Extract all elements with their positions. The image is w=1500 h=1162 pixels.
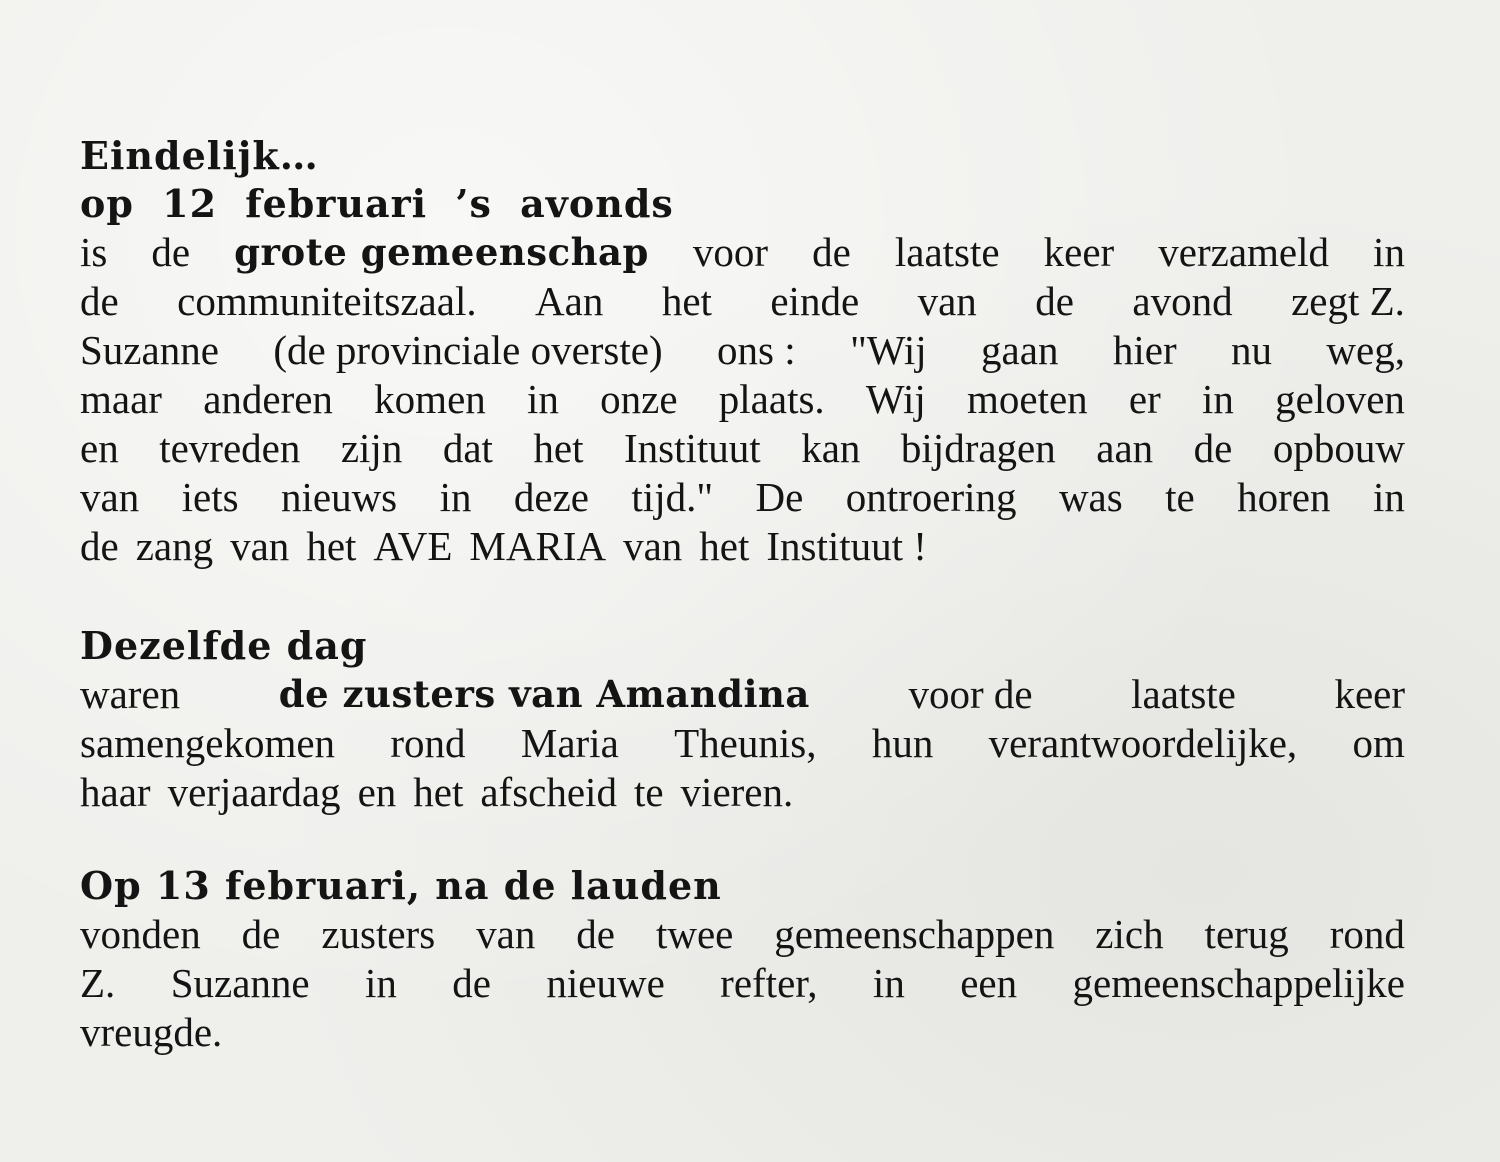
word: haar <box>80 769 151 815</box>
word: waren <box>80 671 181 717</box>
word: kan <box>801 425 861 471</box>
word: te <box>633 769 664 815</box>
word: nieuws <box>280 474 398 520</box>
word: twee <box>655 911 734 957</box>
word: horen <box>1237 474 1331 520</box>
word: nieuwe <box>546 960 665 1006</box>
word: hun <box>871 720 934 766</box>
word: terug <box>1204 911 1289 957</box>
section3-text-line <box>80 910 1405 959</box>
word: MARIA <box>469 523 607 569</box>
word: het <box>413 769 464 815</box>
section1-text-line <box>80 277 1405 326</box>
word: van <box>476 911 536 957</box>
word: het <box>661 278 712 324</box>
word: van <box>230 523 290 569</box>
word: het <box>533 425 584 471</box>
section2-text-line <box>80 768 1405 817</box>
word: rond <box>390 720 466 766</box>
word: van <box>80 474 140 520</box>
word: avond <box>1132 278 1233 324</box>
word: de <box>241 911 281 957</box>
word: deze <box>513 474 589 520</box>
paragraph-3 <box>80 910 1405 1057</box>
paragraph-2 <box>80 670 1405 817</box>
word: tijd." <box>631 474 714 520</box>
word: samengekomen <box>80 720 336 766</box>
section3-text-line <box>80 1008 1405 1057</box>
word: de <box>576 911 615 957</box>
word: laatste <box>894 229 1000 275</box>
word: Aan <box>535 278 604 324</box>
word: bijdragen <box>900 425 1056 471</box>
word: rond <box>1329 911 1405 957</box>
word: in <box>1202 376 1234 422</box>
word: zegt Z. <box>1291 278 1405 324</box>
section1-text-line <box>80 375 1405 424</box>
heading-date-12-februari: op 12 februari ’s avonds <box>80 181 674 226</box>
word: keer <box>1334 671 1405 717</box>
section-1 <box>80 132 1405 571</box>
word: zich <box>1095 911 1164 957</box>
word: nu <box>1231 327 1273 373</box>
word: en <box>80 425 119 471</box>
word: ontroering <box>845 474 1017 520</box>
word: iets <box>181 474 239 520</box>
word: de <box>452 960 491 1006</box>
word: Wij <box>865 376 926 422</box>
word: verjaardag <box>167 769 341 815</box>
word: "Wij <box>850 327 927 373</box>
section1-text-line <box>80 228 1405 277</box>
word: en <box>357 769 397 815</box>
word: plaats. <box>718 376 825 422</box>
heading-dezelfde-dag: Dezelfde dag <box>80 623 368 668</box>
section2-text-line <box>80 670 1405 719</box>
word: maar <box>80 376 162 422</box>
word: de zusters van Amandina <box>278 672 810 716</box>
word: vonden <box>80 911 201 957</box>
word: communiteitszaal. <box>177 278 477 324</box>
word: aan <box>1096 425 1154 471</box>
word: een <box>960 960 1018 1006</box>
word: was <box>1058 474 1123 520</box>
word: dat <box>442 425 493 471</box>
word: Instituut <box>624 425 761 471</box>
word: Maria <box>520 720 619 766</box>
word: in <box>1373 229 1405 275</box>
word: de <box>1035 278 1074 324</box>
word: opbouw <box>1272 425 1405 471</box>
word: Suzanne <box>170 960 310 1006</box>
word: keer <box>1043 229 1115 275</box>
word: de <box>80 278 119 324</box>
section2-text-line <box>80 719 1405 768</box>
word: vreugde. <box>80 1009 223 1055</box>
word: van <box>623 523 683 569</box>
section1-text-line <box>80 473 1405 522</box>
word: anderen <box>203 376 333 422</box>
word: tevreden <box>159 425 301 471</box>
section3-text-line <box>80 959 1405 1008</box>
section1-text-line <box>80 424 1405 473</box>
word: Z. <box>80 960 116 1006</box>
word: vieren. <box>680 769 794 815</box>
word: van <box>917 278 977 324</box>
word: voor de <box>908 671 1033 717</box>
word: de <box>80 523 119 569</box>
word: zijn <box>340 425 403 471</box>
word: Theunis, <box>674 720 817 766</box>
word: AVE <box>373 523 453 569</box>
word: gemeenschappen <box>774 911 1055 957</box>
section1-text-line <box>80 522 1405 571</box>
word: moeten <box>966 376 1088 422</box>
word: om <box>1352 720 1405 766</box>
word: Suzanne <box>80 327 219 373</box>
word: onze <box>600 376 678 422</box>
word: in <box>527 376 559 422</box>
word: in <box>439 474 472 520</box>
heading-eindelijk: Eindelijk… <box>80 133 319 178</box>
word: de <box>812 229 851 275</box>
word: te <box>1165 474 1195 520</box>
word: ons : <box>717 327 796 373</box>
word: gemeenschappelijke <box>1072 960 1405 1006</box>
section1-text-line <box>80 326 1405 375</box>
word: de <box>1193 425 1233 471</box>
word: in <box>872 960 905 1006</box>
word: het <box>306 523 357 569</box>
word: in <box>1372 474 1405 520</box>
word: hier <box>1112 327 1177 373</box>
word: in <box>364 960 397 1006</box>
word: einde <box>770 278 860 324</box>
word: het <box>699 523 750 569</box>
section-3 <box>80 862 1405 1057</box>
word: voor <box>692 229 769 275</box>
word: geloven <box>1275 376 1405 422</box>
word: komen <box>374 376 486 422</box>
word: afscheid <box>480 769 617 815</box>
word: de <box>151 229 191 275</box>
word: De <box>755 474 804 520</box>
word: laatste <box>1131 671 1236 717</box>
word: weg, <box>1326 327 1405 373</box>
word: zang <box>135 523 214 569</box>
word: verzameld <box>1158 229 1329 275</box>
heading-13-februari: Op 13 februari, na de lauden <box>80 863 722 908</box>
word: grote gemeenschap <box>234 230 649 274</box>
word: refter, <box>720 960 818 1006</box>
paragraph-1 <box>80 228 1405 571</box>
word: zusters <box>321 911 436 957</box>
word: Instituut ! <box>766 523 927 569</box>
word: (de provinciale overste) <box>273 327 663 373</box>
word: verantwoordelijke, <box>988 720 1298 766</box>
section-2 <box>80 622 1405 817</box>
word: is <box>80 229 108 275</box>
word: er <box>1128 376 1161 422</box>
word: gaan <box>981 327 1059 373</box>
